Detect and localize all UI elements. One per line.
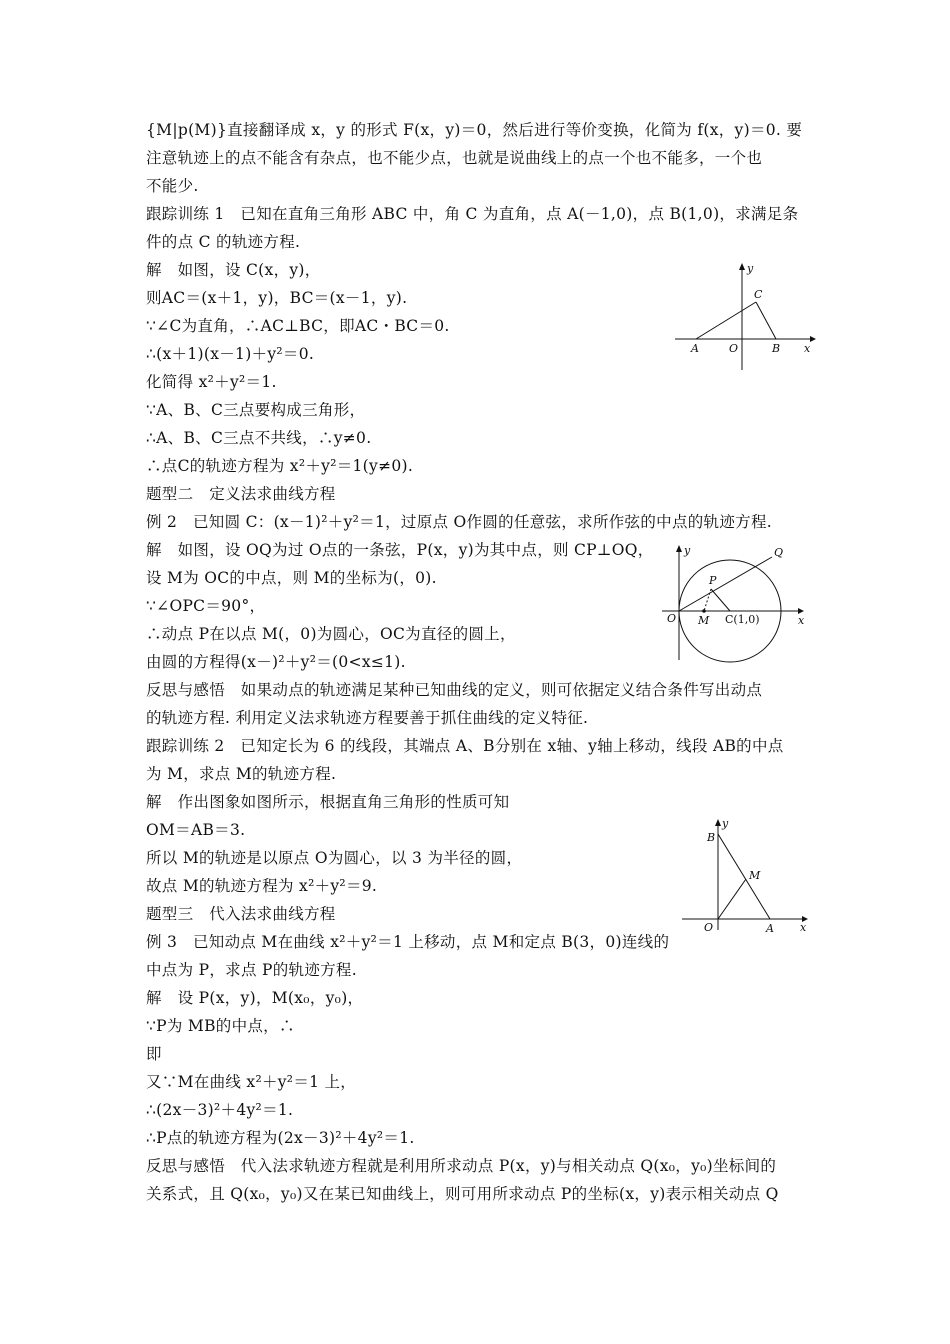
text-line: ∴(2x－3)²＋4y²＝1. — [146, 1101, 294, 1119]
segment-ac — [696, 302, 756, 339]
y-axis-arrow — [739, 263, 745, 270]
text-line: 则AC＝(x＋1，y)，BC＝(x－1，y). — [146, 289, 408, 307]
example-heading: 例 3 已知动点 M在曲线 x²＋y²＝1 上移动，点 M和定点 B(3，0)连线的 — [146, 933, 670, 951]
text-line: 不能少. — [146, 177, 199, 195]
text-line: 故点 M的轨迹方程为 x²＋y²＝9. — [146, 877, 378, 895]
text-line: ∵∠C为直角，∴AC⊥BC，即AC・BC＝0. — [146, 317, 450, 335]
point-c-label: C — [754, 288, 763, 301]
text-line: 反思与感悟 代入法求轨迹方程就是利用所求动点 P(x，y)与相关动点 Q(x₀，y₀)坐标间的 — [146, 1157, 777, 1175]
point-a-label: A — [691, 342, 699, 355]
y-axis-arrow — [715, 819, 721, 826]
origin-label: O — [667, 612, 677, 625]
section-heading: 题型三 代入法求曲线方程 — [146, 905, 336, 923]
text-line: 又∵M在曲线 x²＋y²＝1 上， — [146, 1073, 357, 1091]
text-line: ∵∠OPC＝90°， — [146, 597, 266, 615]
text-line: ∴点C的轨迹方程为 x²＋y²＝1(y≠0). — [146, 457, 414, 475]
section-heading: 跟踪训练 1 已知在直角三角形 ABC 中，角 C 为直角，点 A(－1,0)，点 B(1,0)，求满足条 — [146, 205, 799, 223]
segment-pm — [704, 589, 711, 611]
text-line: 所以 M的轨迹是以原点 O为圆心，以 3 为半径的圆， — [146, 849, 523, 867]
segment-pc — [711, 589, 730, 611]
point-b-label: B — [772, 342, 781, 355]
text-line: 化简得 x²＋y²＝1. — [146, 373, 277, 391]
text-line: 件的点 C 的轨迹方程. — [146, 233, 301, 251]
point-m-label: M — [698, 614, 710, 627]
text-line: 反思与感悟 如果动点的轨迹满足某种已知曲线的定义，则可依据定义结合条件写出动点 — [146, 681, 763, 699]
example-heading: 例 2 已知圆 C：(x－1)²＋y²＝1，过原点 O作圆的任意弦，求所作弦的中点的轨迹方程. — [146, 513, 772, 531]
text-line: 注意轨迹上的点不能含有杂点，也不能少点，也就是说曲线上的点一个也不能多，一个也 — [146, 149, 763, 167]
text-line: ∴(x＋1)(x－1)＋y²＝0. — [146, 345, 315, 363]
text-line: ∴动点 P在以点 M(，0)为圆心，OC为直径的圆上， — [146, 625, 516, 643]
text-line: 关系式，且 Q(x₀，y₀)又在某已知曲线上，则可用所求动点 P的坐标(x，y)表示相关动点 Q — [146, 1185, 779, 1203]
text-line: 解 如图，设 C(x，y)， — [146, 261, 321, 279]
point-b-label: B — [707, 831, 716, 844]
point-m — [702, 609, 706, 613]
text-line: 由圆的方程得(x－)²＋y²＝(0<x≤1). — [146, 653, 406, 671]
text-line: ∴P点的轨迹方程为(2x－3)²＋4y²＝1. — [146, 1129, 415, 1147]
segment-ab — [718, 834, 770, 919]
point-a-label: A — [766, 922, 774, 935]
point-q-label: Q — [774, 546, 784, 559]
figure-circle-chord — [658, 540, 818, 664]
y-axis-label: y — [684, 544, 691, 557]
text-line: 解 作出图象如图所示，根据直角三角形的性质可知 — [146, 793, 510, 811]
text-line: 设 M为 OC的中点，则 M的坐标为(，0). — [146, 569, 437, 587]
text-line: ∵P为 MB的中点，∴ — [146, 1017, 295, 1035]
origin-label: O — [729, 342, 739, 355]
text-line: 中点为 P，求点 P的轨迹方程. — [146, 961, 357, 979]
figure-right-triangle — [670, 258, 820, 374]
section-heading: 跟踪训练 2 已知定长为 6 的线段，其端点 A、B分别在 x轴、y轴上移动，线段 AB的中点 — [146, 737, 784, 755]
point-p-label: P — [709, 574, 717, 587]
x-axis-arrow — [810, 336, 816, 342]
text-line: ∴A、B、C三点不共线，∴y≠0. — [146, 429, 372, 447]
y-axis-arrow — [676, 545, 682, 552]
point-m-label: M — [749, 869, 761, 882]
text-line: 解 如图，设 OQ为过 O点的一条弦，P(x，y)为其中点，则 CP⊥OQ， — [146, 541, 654, 559]
text-line: OM＝AB＝3. — [146, 821, 246, 839]
text-line: 即 — [146, 1045, 162, 1063]
text-line: ∵A、B、C三点要构成三角形， — [146, 401, 366, 419]
x-axis-label: x — [800, 921, 807, 934]
chord-oq — [679, 557, 772, 611]
text-line: 解 设 P(x，y)，M(x₀，y₀)， — [146, 989, 364, 1007]
x-axis-label: x — [804, 342, 811, 355]
segment-om — [718, 879, 746, 919]
section-heading: 题型二 定义法求曲线方程 — [146, 485, 336, 503]
point-c-label: C(1,0) — [725, 613, 760, 626]
figure-segment-midpoint — [678, 812, 818, 936]
origin-label: O — [704, 921, 714, 934]
text-line: 的轨迹方程. 利用定义法求轨迹方程要善于抓住曲线的定义特征. — [146, 709, 589, 727]
y-axis-label: y — [747, 262, 754, 275]
text-line: {M|p(M)}直接翻译成 x，y 的形式 F(x，y)＝0，然后进行等价变换，化简为 f(x，y)＝0. 要 — [146, 121, 803, 139]
y-axis-label: y — [722, 817, 729, 830]
segment-cb — [756, 302, 776, 339]
x-axis-label: x — [798, 614, 805, 627]
text-line: 为 M，求点 M的轨迹方程. — [146, 765, 337, 783]
